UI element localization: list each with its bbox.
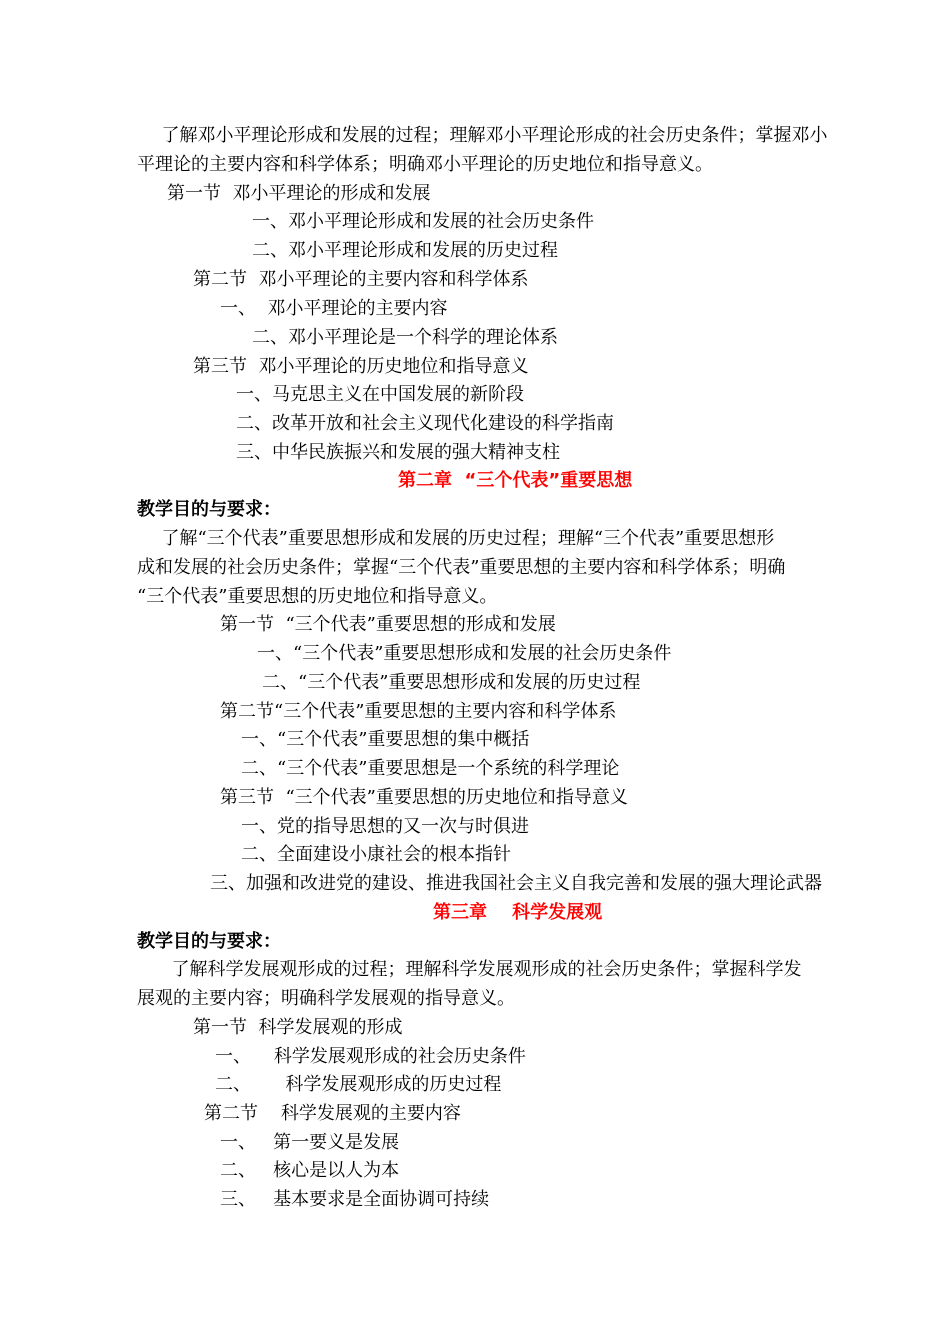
ch3-objective-label: 教学目的与要求： [137,931,281,952]
ch2-s2-item-2: 二、“三个代表”重要思想是一个系统的科学理论 [241,758,620,779]
ch2-s2-item-1: 一、“三个代表”重要思想的集中概括 [241,729,530,750]
ch1-s3-item-1: 一、马克思主义在中国发展的新阶段 [236,384,524,405]
ch3-objective-line-2: 展观的主要内容；明确科学发展观的指导意义。 [137,988,515,1009]
ch1-s3-item-2: 二、改革开放和社会主义现代化建设的科学指南 [236,413,614,434]
ch1-s2-item-1: 一、 邓小平理论的主要内容 [220,298,448,319]
ch2-section-2: 第二节“三个代表”重要思想的主要内容和科学体系 [220,701,617,722]
ch1-s1-item-1: 一、邓小平理论形成和发展的社会历史条件 [252,211,594,232]
ch1-section-1: 第一节 邓小平理论的形成和发展 [167,183,431,204]
ch3-section-2: 第二节 科学发展观的主要内容 [204,1103,461,1124]
ch1-objective-line-1: 了解邓小平理论形成和发展的过程；理解邓小平理论形成的社会历史条件；掌握邓小 [150,125,828,146]
ch2-s1-item-1: 一、“三个代表”重要思想形成和发展的社会历史条件 [257,643,672,664]
ch3-s1-item-2: 二、 科学发展观形成的历史过程 [215,1074,502,1095]
ch3-s2-item-1: 一、 第一要义是发展 [220,1132,400,1153]
ch2-s1-item-2: 二、“三个代表”重要思想形成和发展的历史过程 [262,672,641,693]
ch3-s1-item-1: 一、 科学发展观形成的社会历史条件 [215,1046,526,1067]
ch2-s3-item-1: 一、党的指导思想的又一次与时俱进 [241,816,529,837]
ch1-section-3: 第三节 邓小平理论的历史地位和指导意义 [193,356,529,377]
ch2-objective-line-1: 了解“三个代表”重要思想形成和发展的历史过程；理解“三个代表”重要思想形 [150,528,775,549]
ch2-objective-label: 教学目的与要求： [137,499,281,520]
ch2-objective-line-3: “三个代表”重要思想的历史地位和指导意义。 [137,586,498,607]
ch3-s2-item-2: 二、 核心是以人为本 [220,1160,400,1181]
ch2-s3-item-2: 二、全面建设小康社会的根本指针 [241,844,511,865]
ch1-s3-item-3: 三、中华民族振兴和发展的强大精神支柱 [236,442,560,463]
ch3-s2-item-3: 三、 基本要求是全面协调可持续 [220,1189,490,1210]
ch1-section-2: 第二节 邓小平理论的主要内容和科学体系 [193,269,529,290]
ch1-s1-item-2: 二、邓小平理论形成和发展的历史过程 [252,240,558,261]
chapter-2-title: 第二章 “三个代表”重要思想 [398,470,633,491]
ch3-section-1: 第一节 科学发展观的形成 [193,1017,403,1038]
chapter-3-title: 第三章 科学发展观 [433,902,603,923]
ch1-s2-item-2: 二、邓小平理论是一个科学的理论体系 [252,327,558,348]
ch2-section-1: 第一节 “三个代表”重要思想的形成和发展 [220,614,556,635]
ch1-objective-line-2: 平理论的主要内容和科学体系；明确邓小平理论的历史地位和指导意义。 [137,154,713,175]
ch3-objective-line-1: 了解科学发展观形成的过程；理解科学发展观形成的社会历史条件；掌握科学发 [160,959,802,980]
ch2-section-3: 第三节 “三个代表”重要思想的历史地位和指导意义 [220,787,628,808]
ch2-objective-line-2: 成和发展的社会历史条件；掌握“三个代表”重要思想的主要内容和科学体系；明确 [137,557,786,578]
ch2-s3-item-3: 三、加强和改进党的建设、推进我国社会主义自我完善和发展的强大理论武器 [210,873,822,894]
